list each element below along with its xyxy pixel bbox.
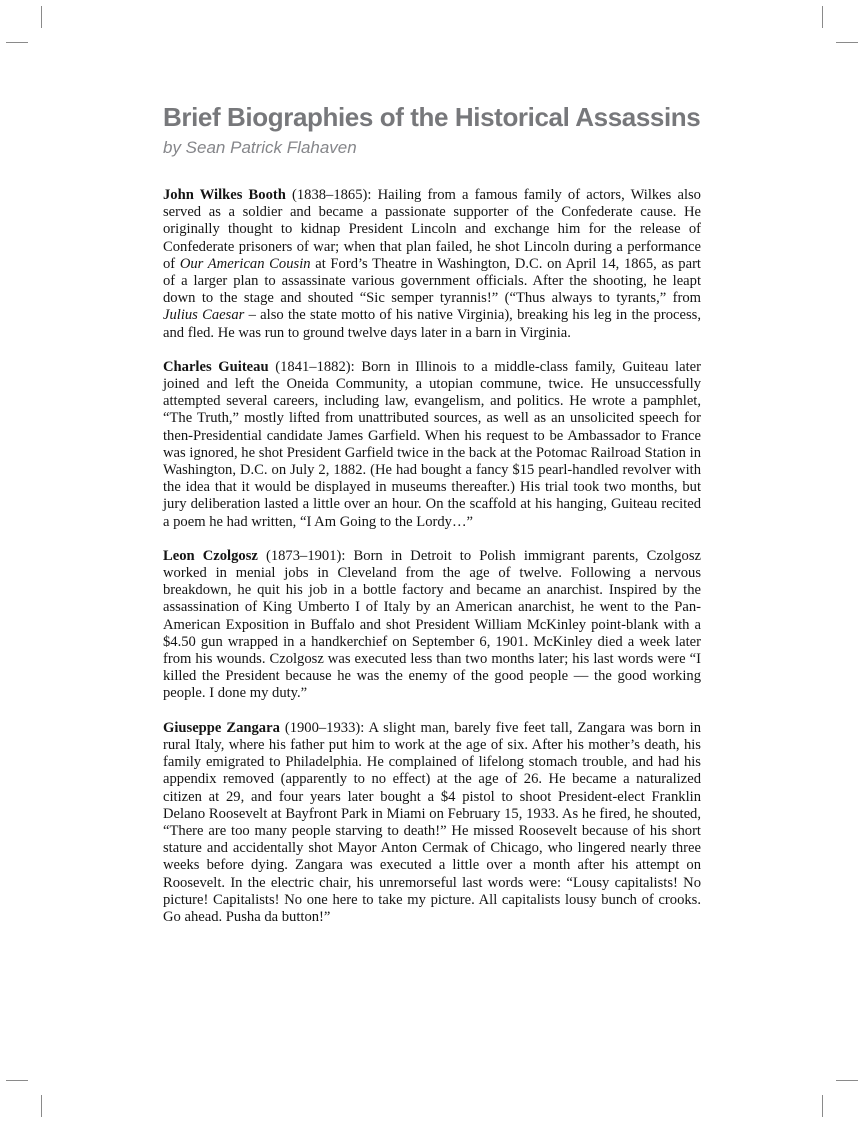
crop-mark-top-right-v <box>822 6 823 28</box>
crop-mark-bottom-right-v <box>822 1095 823 1117</box>
crop-mark-top-left-v <box>41 6 42 28</box>
bio-italic-text: Julius Caesar <box>163 307 245 324</box>
bio-paragraph <box>163 548 701 703</box>
crop-mark-bottom-left-h <box>6 1080 28 1081</box>
bio-text: (1900–1933): A slight man, barely five feet tall, Zangara was born in rural Italy, where his father put him to work at the age of six. After his mother’s death, his family emigrated to Philadelphia. He complained of lifelong stomach trouble, and had his appendix removed (apparently to no effect) at the age of 26. He became a naturalized citizen at 29, and four years later bought a $4 pistol to shoot President-elect Franklin Delano Roosevelt at Bayfront Park in Miami on February 15, 1933. As he fired, he shouted, “There are too many people starving to death!” He missed Roosevelt because of his short stature and accidentally shot Mayor Anton Cermak of Chicago, who lingered nearly three weeks before dying. Zangara was executed a little over a month after his attempt on Roosevelt. In the electric chair, his unremorseful last words were: “Lousy capitalists! No picture! Capitalists! No one here to take my picture. All capitalists lousy bunch of crooks. Go ahead. Pusha da button!” <box>163 719 701 925</box>
crop-mark-top-left-h <box>6 42 28 43</box>
bio-italic-text: Our American Cousin <box>179 255 311 272</box>
crop-mark-bottom-left-v <box>41 1095 42 1117</box>
bio-text: (1838–1865): Hailing from a famous family of actors, Wilkes also served as a soldier and became a passionate supporter of the Confederate cause. He originally thought to kidnap President Lincoln and exchange him for the release of Confederate prisoners of war; when that plan failed, he shot Lincoln during a performance of <box>163 187 701 272</box>
bio-name: Leon Czolgosz <box>163 547 258 564</box>
byline: by Sean Patrick Flahaven <box>163 138 357 157</box>
bio-name: Giuseppe Zangara <box>163 719 280 736</box>
page-title: Brief Biographies of the Historical Assassins <box>163 102 701 132</box>
bio-text: – also the state motto of his native Virginia), breaking his leg in the process, and fled. He was run to ground twelve days later in a barn in Virginia. <box>163 307 701 341</box>
crop-mark-bottom-right-h <box>836 1080 858 1081</box>
crop-mark-top-right-h <box>836 42 858 43</box>
bio-name: John Wilkes Booth <box>163 187 286 203</box>
biography-list <box>163 187 701 926</box>
bio-text: at Ford’s Theatre in Washington, D.C. on April 14, 1865, as part of a larger plan to assassinate various government officials. After the shooting, he leapt down to the stage and shouted “Sic semper tyrannis!” (“Thus always to tyrants,” from <box>163 255 701 307</box>
page-content <box>163 102 701 926</box>
bio-text: (1841–1882): Born in Illinois to a middle-class family, Guiteau later joined and left the Oneida Community, a utopian commune, twice. He unsuccessfully attempted several careers, including law, evangelism, and politics. He wrote a pamphlet, “The Truth,” mostly lifted from unattributed sources, as well as an unsolicited speech for then-Presidential candidate James Garfield. When his request to be Ambassador to France was ignored, he shot President Garfield twice in the back at the Potomac Railroad Station in Washington, D.C. on July 2, 1882. (He had bought a fancy $15 pearl-handled revolver with the idea that it would be displayed in museums thereafter.) His trial took two months, but jury deliberation lasted a little over an hour. On the scaffold at his hanging, Guiteau recited a poem he had written, “I Am Going to the Lordy…” <box>163 358 702 530</box>
bio-paragraph <box>163 187 701 342</box>
bio-paragraph <box>163 720 701 926</box>
bio-paragraph <box>163 359 701 531</box>
bio-name: Charles Guiteau <box>163 358 269 375</box>
bio-text: (1873–1901): Born in Detroit to Polish immigrant parents, Czolgosz worked in menial jobs in Cleveland from the age of twelve. Following a nervous breakdown, he quit his job in a bottle factory and became an anarchist. Inspired by the assassination of King Umberto I of Italy by an American anarchist, he went to the Pan-American Exposition in Buffalo and shot President William McKinley point-blank with a $4.50 gun wrapped in a handkerchief on September 6, 1901. McKinley died a week later from his wounds. Czolgosz was executed less than two months later; his last words were “I killed the President because he was the enemy of the good people — the good working people. I done my duty.” <box>163 547 701 702</box>
